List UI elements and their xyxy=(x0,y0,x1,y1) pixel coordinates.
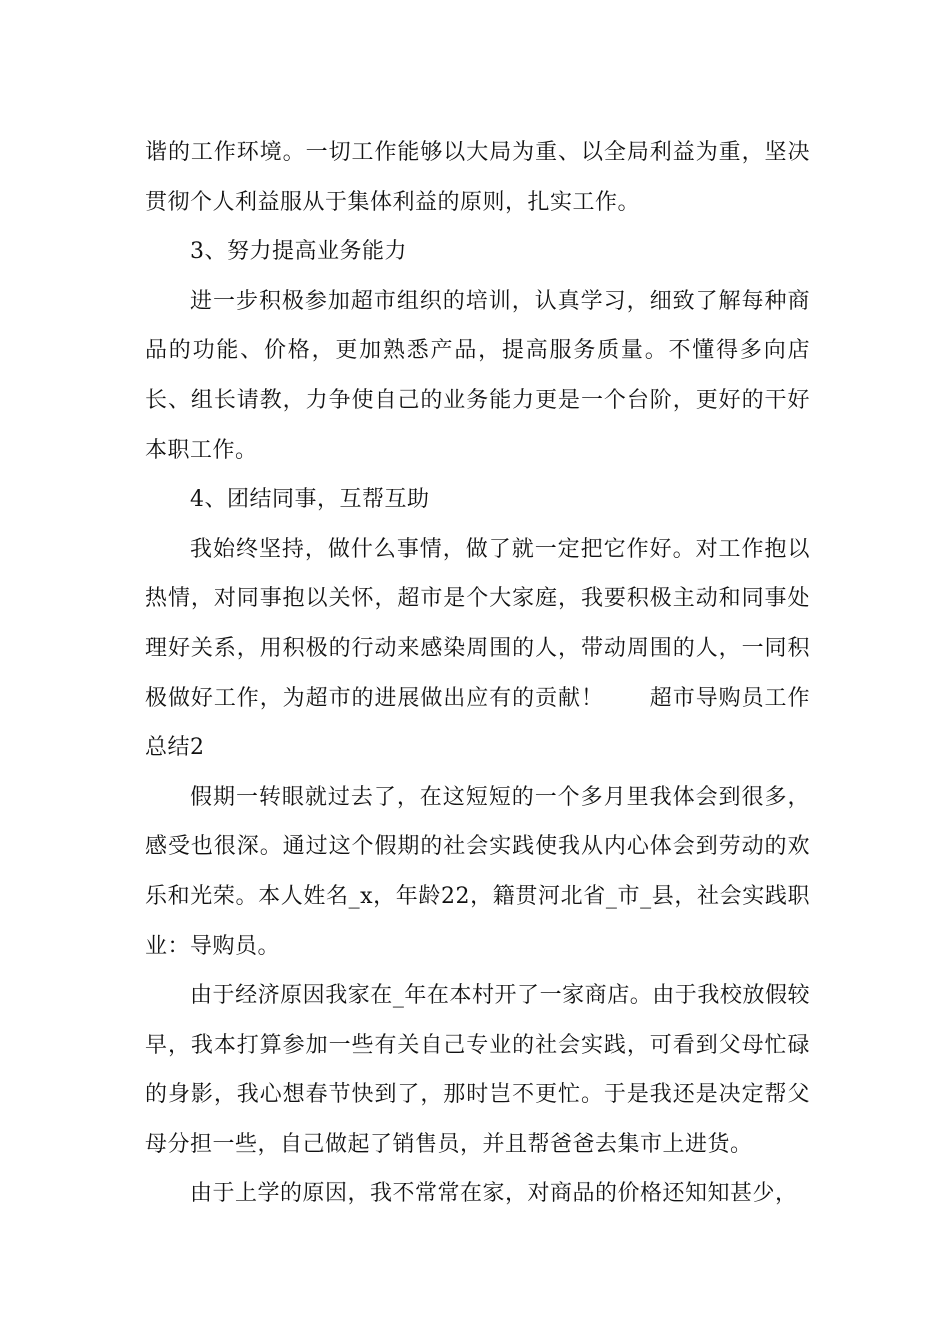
section-heading: 3、努力提高业务能力 xyxy=(190,239,407,265)
paragraph: 我始终坚持，做什么事情，做了就一定把它作好。对工作抱以热情，对同事抱以关怀，超市是个大家庭，我要积极主动和同事处理好关系，用积极的行动来感染周围的人，带动周围的人，一同积极做好工作，为超市的进展做出应有的贡献！ 超市导购员工作总结2 xyxy=(145,536,810,761)
section-heading: 4、团结同事，互帮互助 xyxy=(190,487,430,513)
paragraph: 进一步积极参加超市组织的培训，认真学习，细致了解每种商品的功能、价格，更加熟悉产品，提高服务质量。不懂得多向店长、组长请教，力争使自己的业务能力更是一个台阶，更好的干好本职工作。 xyxy=(145,288,810,463)
paragraph: 由于经济原因我家在_年在本村开了一家商店。由于我校放假较早，我本打算参加一些有关自己专业的社会实践，可看到父母忙碌的身影，我心想春节快到了，那时岂不更忙。于是我还是决定帮父母分担一些，自己做起了销售员，并且帮爸爸去集市上进货。 xyxy=(145,983,810,1157)
paragraph: 谐的工作环境。一切工作能够以大局为重、以全局利益为重，坚决贯彻个人利益服从于集体利益的原则，扎实工作。 xyxy=(145,140,810,215)
paragraph: 由于上学的原因，我不常常在家，对商品的价格还知知甚少， xyxy=(190,1181,798,1207)
paragraph: 假期一转眼就过去了，在这短短的一个多月里我体会到很多，感受也很深。通过这个假期的社会实践使我从内心体会到劳动的欢乐和光荣。本人姓名_x，年龄22，籍贯河北省_市_县，社会实践职业：导购员。 xyxy=(145,784,810,959)
document-body xyxy=(145,128,810,1219)
